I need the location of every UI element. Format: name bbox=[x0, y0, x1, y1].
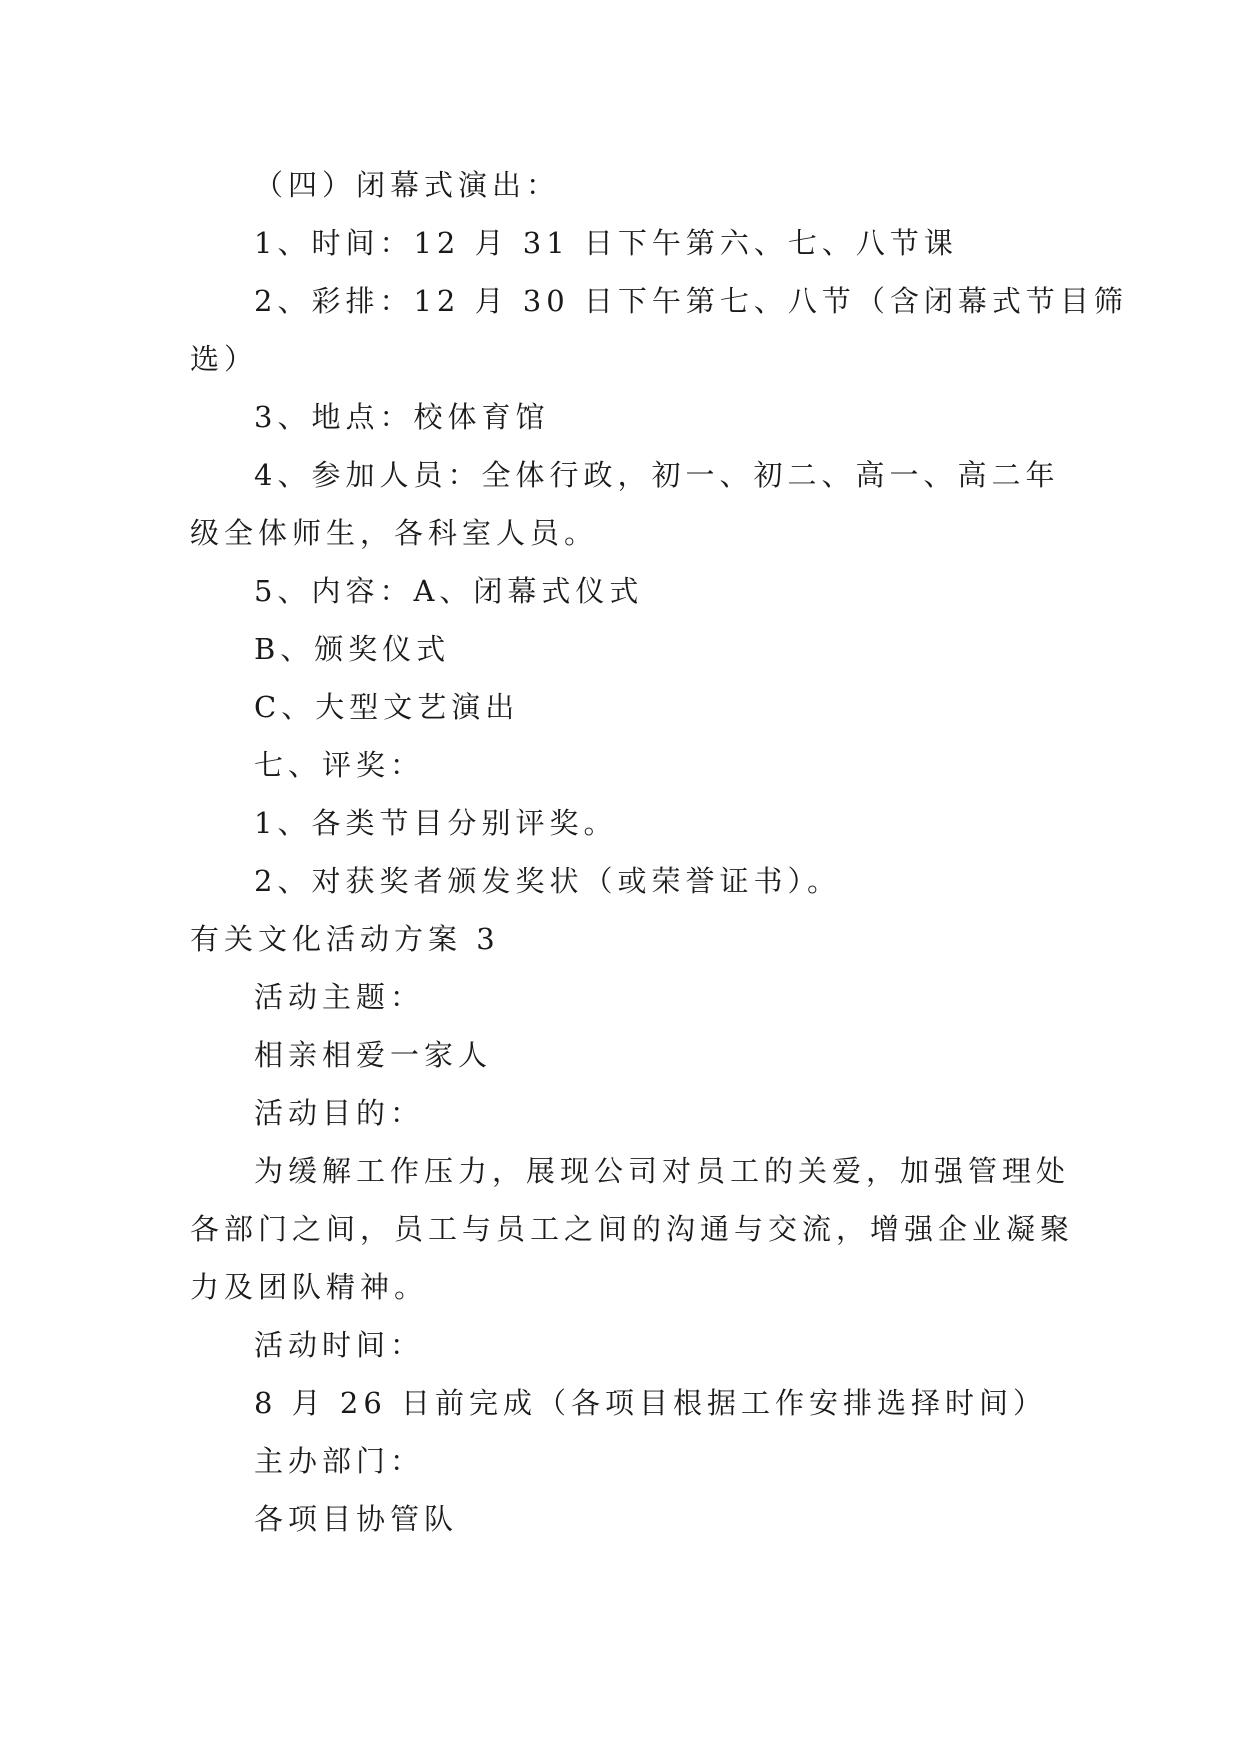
text-line-participants-cont: 级全体师生，各科室人员。 bbox=[190, 516, 599, 550]
text-line-organizer-value: 各项目协管队 bbox=[254, 1502, 459, 1536]
section-heading-closing-performance: （四）闭幕式演出： bbox=[254, 168, 561, 202]
text-line-location: 3、地点：校体育馆 bbox=[254, 400, 550, 434]
text-line-theme-value: 相亲相爱一家人 bbox=[254, 1038, 493, 1072]
text-line-theme-label: 活动主题： bbox=[254, 980, 425, 1014]
text-line-content-c: C、大型文艺演出 bbox=[254, 690, 520, 724]
text-line-purpose-label: 活动目的： bbox=[254, 1096, 425, 1130]
text-line-time-value: 8 月 26 日前完成（各项目根据工作安排选择时间） bbox=[254, 1386, 1048, 1420]
text-line-organizer-label: 主办部门： bbox=[254, 1444, 425, 1478]
text-line-time-label: 活动时间： bbox=[254, 1328, 425, 1362]
text-line-awards-1: 1、各类节目分别评奖。 bbox=[254, 806, 618, 840]
text-line-rehearsal: 2、彩排：12 月 30 日下午第七、八节（含闭幕式节目筛 bbox=[254, 284, 1128, 318]
text-line-purpose-2: 各部门之间，员工与员工之间的沟通与交流，增强企业凝聚 bbox=[190, 1212, 1075, 1246]
document-section-title: 有关文化活动方案 3 bbox=[190, 922, 500, 956]
text-line-content-a: 5、内容：A、闭幕式仪式 bbox=[254, 574, 644, 608]
section-heading-awards: 七、评奖： bbox=[254, 748, 425, 782]
text-line-time: 1、时间：12 月 31 日下午第六、七、八节课 bbox=[254, 226, 958, 260]
text-line-content-b: B、颁奖仪式 bbox=[254, 632, 451, 666]
text-line-participants: 4、参加人员：全体行政，初一、初二、高一、高二年 bbox=[254, 458, 1060, 492]
text-line-awards-2: 2、对获奖者颁发奖状（或荣誉证书）。 bbox=[254, 864, 841, 898]
text-line-rehearsal-cont: 选） bbox=[190, 342, 259, 376]
text-line-purpose-1: 为缓解工作压力，展现公司对员工的关爱，加强管理处 bbox=[254, 1154, 1071, 1188]
text-line-purpose-3: 力及团队精神。 bbox=[190, 1270, 429, 1304]
